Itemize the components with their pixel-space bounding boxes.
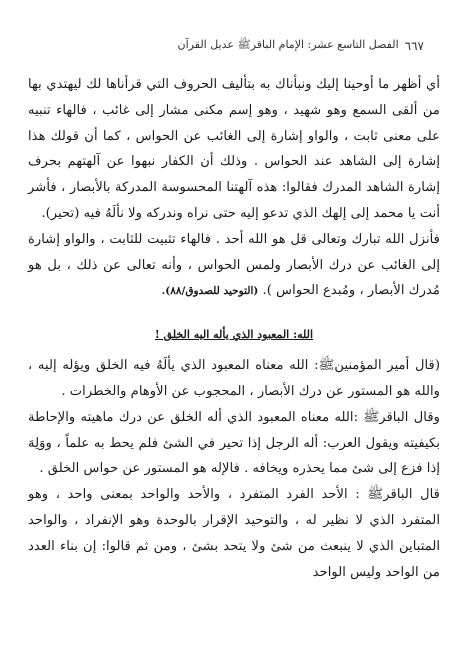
section-title: الله: المعبود الذي يأله اليه الخلق ! — [154, 328, 314, 342]
citation: (التوحيد للصدوق/٨٨). — [161, 285, 259, 298]
text-line: الحواس . وذلك أن الكفار نبهوا عن آلهتهم بحرف إشارة الشاهد المدرك فقالوا: هذه — [28, 154, 441, 196]
text-line: عن درك الأبصار ولمس الحواس ، وأنه تعالى عن ذلك ، بل هو مُدرك الأبصار ، ومُبدع — [28, 257, 440, 299]
text-line: الذي لا نظير له ، والتوحيد الإقرار بالوحدة وهو الإنفراد ، والواحد المتباين الذي لا — [28, 512, 441, 554]
paragraph-2 — [28, 227, 440, 305]
page-number: ٦٦٧ — [404, 39, 424, 53]
text-line: الحواس ). — [258, 283, 319, 299]
text-line: فأنزل الله تبارك وتعالى قل هو الله أحد . فالهاء تثبيت للثابت ، والواو إشارة إلى الغائب — [28, 231, 440, 273]
running-title: الفصل التاسع عشر: الإمام الباقرﷺ عديل القرآن — [177, 38, 399, 51]
text-line: قال الباقرﷺ : الأحد الفرد المتفرد ، والأحد والواحد بمعنى واحد ، وهو المتفرد — [28, 487, 440, 528]
text-line: ينبعث من شئ ولا يتحد بشئ ، ومن ثم قالوا: إن بناء العدد من الواحد وليس الواحد — [28, 538, 440, 580]
text-line: آلهتنا المحسوسة المدركة بالأبصار ، فأشر أنت يا محمد إلى إلهك الذي تدعو إليه حتى — [28, 180, 440, 221]
running-header — [30, 38, 424, 54]
text-line: ثابت ، والواو إشارة إلى الغائب عن الحواس ، كما أن قولك هذا إشارة إلى الشاهد عند — [28, 128, 441, 170]
paragraph-3 — [28, 353, 440, 405]
text-line: (قال أمير المؤمنينﷺ: الله معناه المعبود الذي يألَهُ فيه الخلق ويؤله إليه ، والله هو — [28, 358, 440, 399]
text-line: ألقى السمع وهو شهيد ، وهو إسم مكنى مشار إلى غائب ، فالهاء تنبيه على معنى — [28, 102, 440, 144]
page-body — [28, 72, 440, 585]
paragraph-5 — [28, 482, 440, 585]
text-line: المستور عن درك الأبصار ، المحجوب عن الأوهام والخطرات . — [61, 383, 393, 399]
text-line: يحذره ويخافه . فالإله هو المستور عن حواس الخلق . — [39, 461, 325, 477]
text-line: وقال الباقرﷺ :الله معناه المعبود الذي أله الخلق عن درك ماهيته والإحاطة بكيفيته — [28, 409, 440, 451]
paragraph-1 — [28, 72, 440, 227]
text-line: ويقول العرب: أله الرجل إذا تحير في الشئ فلم يحط به علماً ، ووَلِهَ إذا فزع إلى شئ مما — [28, 435, 440, 477]
paragraph-4 — [28, 405, 440, 482]
text-line: نراه وندركه ولا نألَهُ فيه (تحير). — [41, 205, 209, 221]
text-line: أي أظهر ما أوحينا إليك ونبأناك به بتأليف الحروف التي قرأناها لك ليهتدي بها من — [28, 77, 440, 118]
